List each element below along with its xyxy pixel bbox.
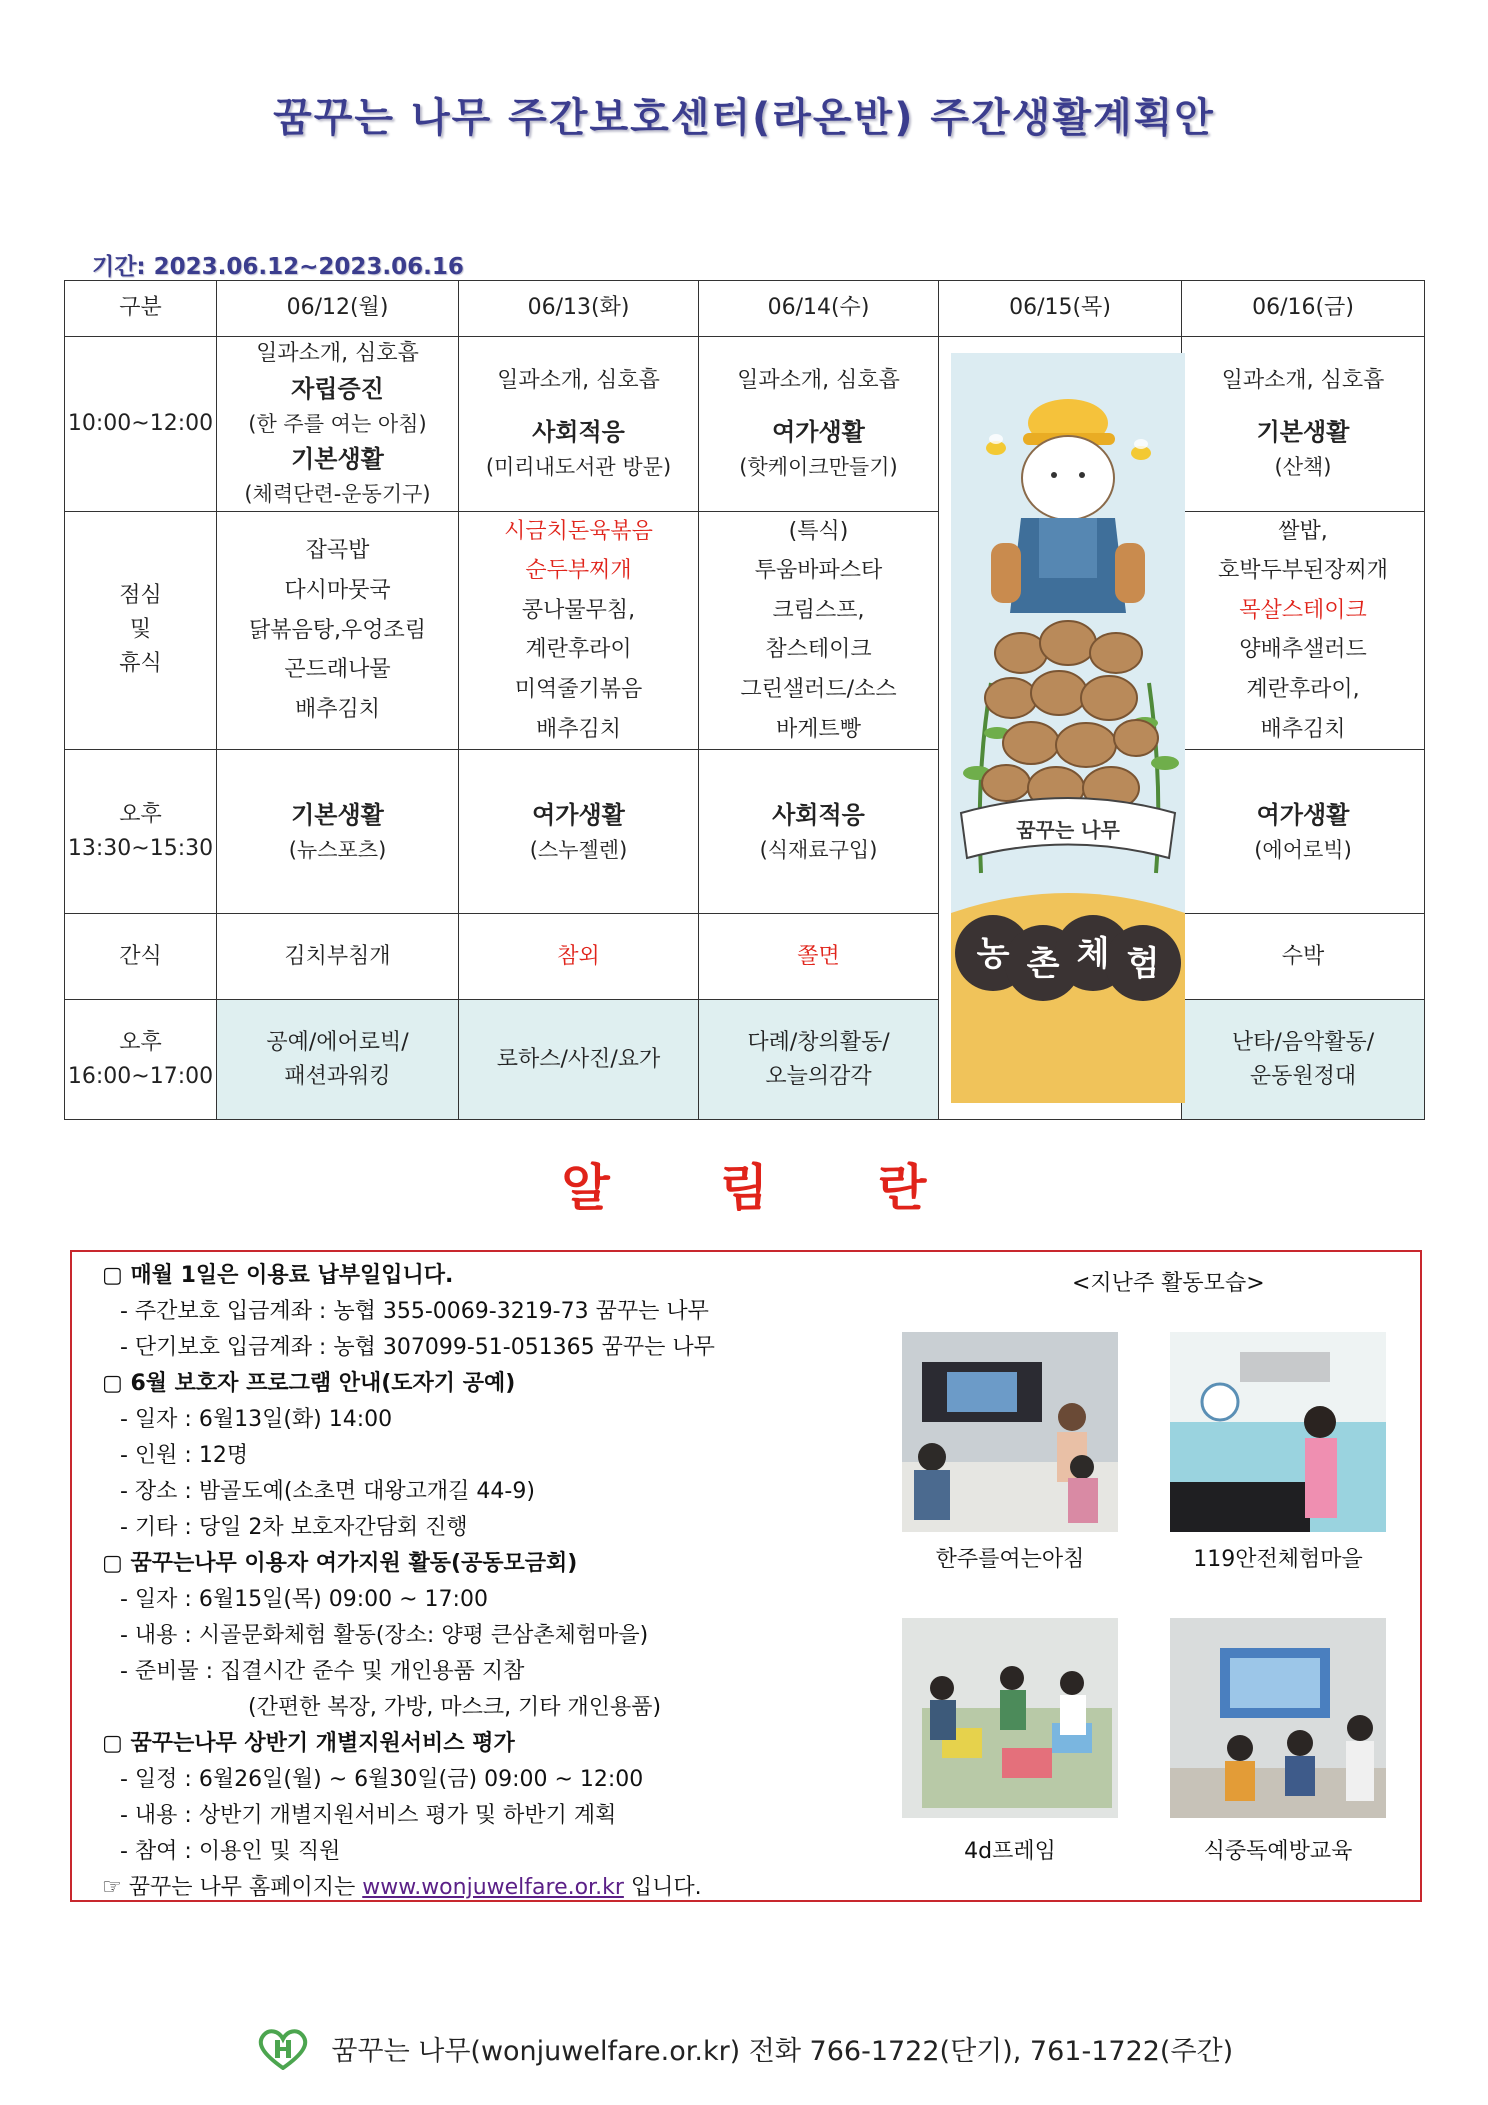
menu-item: 호박두부된장찌개 <box>1217 558 1389 584</box>
late-label-2: 16:00~17:00 <box>67 1063 214 1089</box>
afternoon-wed-detail: (식재료구입) <box>759 837 878 862</box>
menu-item: 곤드래나물 <box>284 657 391 683</box>
menu-item: 목살스테이크 <box>1239 597 1367 623</box>
notice-line: (간편한 복장, 가방, 마스크, 기타 개인용품) <box>248 1695 662 1720</box>
late-label <box>65 1000 217 1120</box>
late-tue-line1: 로하스/사진/요가 <box>496 1046 661 1072</box>
snack-wed: 쫄면 <box>699 914 939 1000</box>
thursday-farm-poster-cell <box>939 337 1182 1120</box>
late-mon <box>217 1000 459 1120</box>
notice-line: ▢ 꿈꾸는나무 이용자 여가지원 활동(공동모금회) <box>102 1551 578 1576</box>
header-category: 구분 <box>65 281 217 337</box>
morning-tue-intro: 일과소개, 심호흡 <box>497 367 660 393</box>
morning-mon-program2: 기본생활 <box>291 444 384 473</box>
notice-line: - 장소 : 밤골도예(소초면 대왕고개길 44-9) <box>120 1479 535 1504</box>
menu-item: 크림스프, <box>772 597 865 623</box>
morning-fri <box>1182 337 1425 512</box>
afternoon-fri <box>1182 750 1425 914</box>
afternoon-tue-detail: (스누젤렌) <box>529 837 628 862</box>
photo-caption: 식중독예방교육 <box>1203 1839 1353 1864</box>
notice-line: - 준비물 : 집결시간 준수 및 개인용품 지참 <box>120 1659 525 1684</box>
notice-box <box>70 1250 1422 1902</box>
morning-mon-program1: 자립증진 <box>291 375 384 404</box>
notice-line: - 기타 : 당일 2차 보호자간담회 진행 <box>120 1515 468 1540</box>
afternoon-fri-program: 여가생활 <box>1256 800 1350 829</box>
notice-line: - 단기보호 입금계좌 : 농협 307099-51-051365 꿈꾸는 나무 <box>120 1335 715 1360</box>
late-mon-line2: 패션과워킹 <box>284 1063 391 1089</box>
menu-item: (특식) <box>788 518 849 544</box>
afternoon-tue <box>459 750 699 914</box>
morning-wed-detail: (핫케이크만들기) <box>739 455 898 480</box>
morning-fri-intro: 일과소개, 심호흡 <box>1221 367 1385 393</box>
table-header-row <box>65 281 1425 337</box>
notice-line: - 일자 : 6월13일(화) 14:00 <box>120 1407 393 1432</box>
afternoon-label <box>65 750 217 914</box>
afternoon-wed-program: 사회적응 <box>772 800 865 829</box>
late-tue <box>459 1000 699 1120</box>
circle-char-3: 체 <box>1076 934 1110 975</box>
notice-line: - 주간보호 입금계좌 : 농협 355-0069-3219-73 꿈꾸는 나무 <box>120 1299 709 1324</box>
menu-item: 계란후라이 <box>525 637 632 663</box>
header-day-wed: 06/14(수) <box>699 281 939 337</box>
morning-mon <box>217 337 459 512</box>
snack-row <box>65 914 1425 1000</box>
afternoon-row <box>65 750 1425 914</box>
homepage-line <box>102 1870 702 1901</box>
notice-line: - 내용 : 상반기 개별지원서비스 평가 및 하반기 계획 <box>120 1803 617 1828</box>
farm-experience-poster <box>951 353 1185 1103</box>
logo-icon <box>255 2028 311 2077</box>
footer <box>0 2028 1488 2077</box>
header-day-fri: 06/16(금) <box>1182 281 1425 337</box>
menu-item: 계란후라이, <box>1246 676 1360 702</box>
menu-item: 참스테이크 <box>765 637 872 663</box>
afternoon-wed <box>699 750 939 914</box>
lunch-row <box>65 511 1425 750</box>
afternoon-mon <box>217 750 459 914</box>
afternoon-fri-detail: (에어로빅) <box>1254 837 1352 862</box>
lunch-tue <box>459 511 699 750</box>
morning-tue-detail: (미리내도서관 방문) <box>485 455 672 480</box>
morning-mon-detail2: (체력단련-운동기구) <box>244 482 431 507</box>
afternoon-label-2: 13:30~15:30 <box>67 835 214 861</box>
menu-item: 시금치돈육볶음 <box>504 518 653 544</box>
late-fri-line1: 난타/음악활동/ <box>1231 1029 1375 1055</box>
late-fri-line2: 운동원정대 <box>1249 1063 1357 1089</box>
morning-wed <box>699 337 939 512</box>
menu-item: 콩나물무침, <box>521 597 636 623</box>
homepage-prefix: ☞ 꿈꾸는 나무 홈페이지는 <box>102 1875 356 1900</box>
notice-line: ▢ 꿈꾸는나무 상반기 개별지원서비스 평가 <box>102 1731 515 1756</box>
afternoon-label-1: 오후 <box>119 801 162 827</box>
photo-morning <box>902 1332 1118 1532</box>
homepage-link[interactable]: www.wonjuwelfare.or.kr <box>362 1875 624 1900</box>
afternoon-mon-program: 기본생활 <box>291 800 384 829</box>
menu-item: 쌀밥, <box>1278 518 1328 544</box>
notice-line: - 인원 : 12명 <box>120 1443 249 1468</box>
footer-text: 꿈꾸는 나무(wonjuwelfare.or.kr) 전화 766-1722(단기), 761-1722(주간) <box>331 2036 1234 2067</box>
menu-item: 미역줄기볶음 <box>514 676 643 702</box>
menu-item: 배추김치 <box>535 716 621 742</box>
menu-item: 배추김치 <box>294 696 380 722</box>
menu-item: 다시마뭇국 <box>284 577 391 603</box>
photo-caption: 한주를여는아침 <box>935 1547 1085 1572</box>
header-day-thu: 06/15(목) <box>939 281 1182 337</box>
morning-mon-detail1: (한 주를 여는 아침) <box>248 412 427 437</box>
banner-text: 꿈꾸는 나무 <box>1016 818 1120 843</box>
late-afternoon-row <box>65 1000 1425 1120</box>
menu-item: 바게트빵 <box>775 716 861 742</box>
circle-char-2: 촌 <box>1026 944 1060 985</box>
snack-fri: 수박 <box>1182 914 1425 1000</box>
menu-item: 순두부찌개 <box>525 558 632 584</box>
snack-tue: 참외 <box>459 914 699 1000</box>
page-title: 꿈꾸는 나무 주간보호센터(라온반) 주간생활계획안 <box>273 95 1215 141</box>
photo-safety <box>1170 1332 1386 1532</box>
notice-line: - 내용 : 시골문화체험 활동(장소: 양평 큰삼촌체험마을) <box>120 1623 649 1648</box>
menu-item: 그린샐러드/소스 <box>740 676 897 702</box>
notice-line: - 일정 : 6월26일(월) ~ 6월30일(금) 09:00 ~ 12:00 <box>120 1767 644 1792</box>
menu-item: 배추김치 <box>1260 716 1346 742</box>
menu-item: 투움바파스타 <box>754 558 883 584</box>
morning-row <box>65 337 1425 512</box>
lunch-label-3: 휴식 <box>119 651 162 677</box>
notice-line: - 일자 : 6월15일(목) 09:00 ~ 17:00 <box>120 1587 488 1612</box>
notice-line: ▢ 6월 보호자 프로그램 안내(도자기 공예) <box>102 1371 516 1396</box>
morning-tue-program: 사회적응 <box>532 417 625 446</box>
farm-experience-circles <box>955 915 1181 1001</box>
circle-char-4: 험 <box>1126 944 1160 985</box>
lunch-fri <box>1182 511 1425 750</box>
lunch-wed <box>699 511 939 750</box>
lunch-mon <box>217 511 459 750</box>
notice-title: 알림란 <box>561 1159 1037 1217</box>
header-day-tue: 06/13(화) <box>459 281 699 337</box>
late-wed-line2: 오늘의감각 <box>765 1063 872 1089</box>
photo-caption: 4d프레임 <box>964 1839 1056 1864</box>
period-label: 기간: 2023.06.12~2023.06.16 <box>92 254 464 280</box>
morning-fri-detail: (산책) <box>1274 455 1332 480</box>
morning-fri-program: 기본생활 <box>1256 417 1350 446</box>
morning-time-label: 10:00~12:00 <box>65 337 217 512</box>
late-wed <box>699 1000 939 1120</box>
photo-caption: 119안전체험마을 <box>1193 1547 1363 1572</box>
notice-line: - 참여 : 이용인 및 직원 <box>120 1839 341 1864</box>
photo-food-safety <box>1170 1618 1386 1818</box>
photos-title: <지난주 활동모습> <box>1072 1271 1265 1296</box>
morning-tue <box>459 337 699 512</box>
snack-label: 간식 <box>65 914 217 1000</box>
morning-wed-program: 여가생활 <box>772 417 865 446</box>
late-fri <box>1182 1000 1425 1120</box>
late-mon-line1: 공예/에어로빅/ <box>266 1029 409 1055</box>
morning-mon-intro: 일과소개, 심호흡 <box>256 341 419 366</box>
photo-4d-frame <box>902 1618 1118 1818</box>
homepage-suffix: 입니다. <box>630 1875 702 1900</box>
weekly-schedule-table <box>64 280 1425 1120</box>
morning-wed-intro: 일과소개, 심호흡 <box>737 367 900 393</box>
lunch-label <box>65 511 217 750</box>
menu-item: 닭볶음탕,우엉조림 <box>248 617 426 643</box>
afternoon-mon-detail: (뉴스포츠) <box>288 837 387 862</box>
afternoon-tue-program: 여가생활 <box>532 800 625 829</box>
header-day-mon: 06/12(월) <box>217 281 459 337</box>
notice-line: ▢ 매월 1일은 이용료 납부일입니다. <box>102 1263 454 1288</box>
late-wed-line1: 다례/창의활동/ <box>747 1029 890 1055</box>
lunch-label-1: 점심 <box>119 583 162 609</box>
late-label-1: 오후 <box>119 1029 162 1055</box>
circle-char-1: 농 <box>976 934 1010 975</box>
menu-item: 잡곡밥 <box>305 538 370 564</box>
menu-item: 양배추샐러드 <box>1239 637 1367 663</box>
lunch-label-2: 및 <box>129 617 152 643</box>
snack-mon: 김치부침개 <box>217 914 459 1000</box>
